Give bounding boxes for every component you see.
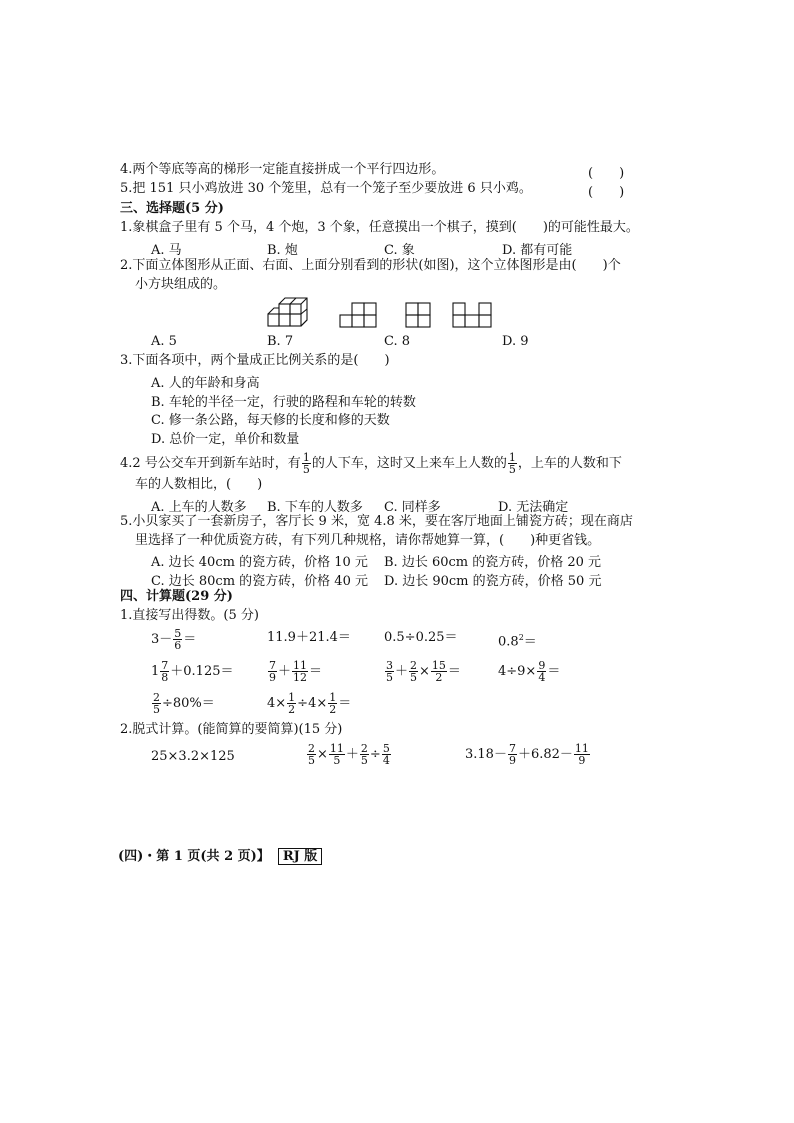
fraction: $\frac{2}{5}$ bbox=[410, 659, 418, 684]
cube-solid-figure bbox=[266, 296, 318, 330]
choice-q4-option-a[interactable]: A. 上车的人数多 bbox=[151, 500, 247, 515]
judge-q5: 5.把 151 只小鸡放进 30 个笼里，总有一个笼子至少要放进 6 只小鸡。 bbox=[120, 181, 532, 196]
choice-q1-option-a[interactable]: A. 马 bbox=[151, 243, 182, 258]
choice-q2-stem-line1: 2.下面立体图形从正面、右面、上面分别看到的形状(如图)，这个立体图形是由( )个 bbox=[120, 258, 621, 273]
fraction: $\frac{7}{9}$ bbox=[269, 659, 276, 684]
judge-q5-answer-paren[interactable]: ( ) bbox=[588, 185, 625, 200]
choice-q5-option-d[interactable]: D. 边长 90cm 的瓷方砖，价格 50 元 bbox=[384, 574, 602, 589]
judge-q4-answer-paren[interactable]: ( ) bbox=[588, 166, 625, 181]
choice-q2-option-b[interactable]: B. 7 bbox=[267, 334, 294, 349]
edition-badge: RJ 版 bbox=[278, 848, 322, 865]
choice-q5-option-b[interactable]: B. 边长 60cm 的瓷方砖，价格 20 元 bbox=[384, 555, 602, 570]
fraction: $\frac{1}{5}$ bbox=[302, 451, 310, 476]
fraction: $\frac{11}{12}$ bbox=[293, 659, 308, 684]
calc-r1-b: 11.9＋21.4＝ bbox=[267, 630, 351, 645]
section-heading-choice: 三、选择题(5 分) bbox=[120, 201, 224, 216]
calc-r2-c: $\frac{3}{5}$ ＋ $\frac{2}{5}$ × $\frac{15}{2}$ ＝ bbox=[386, 659, 461, 684]
fraction: $\frac{1}{2}$ bbox=[288, 691, 296, 716]
calc-r2-a: 1 $\frac{7}{8}$ ＋0.125＝ bbox=[151, 659, 234, 684]
calc-r1-d: $0.8^2=$ bbox=[498, 633, 537, 650]
choice-q4-stem-line1: 4.2 号公交车开到新车站时，有 $\frac{1}{5}$ 的人下车，这时又上来车上人数的 $\frac{1}{5}$ ，上车的人数和下 bbox=[120, 451, 622, 476]
fraction: $\frac{11}{5}$ bbox=[329, 742, 344, 767]
choice-q1-option-b[interactable]: B. 炮 bbox=[267, 243, 298, 258]
choice-q3-option-d[interactable]: D. 总价一定，单价和数量 bbox=[151, 432, 300, 447]
right-view-figure bbox=[405, 302, 433, 328]
calc-r4-c: 3.18－ $\frac{7}{9}$ ＋6.82－ $\frac{11}{9}$ bbox=[465, 742, 589, 767]
fraction: $\frac{15}{2}$ bbox=[431, 659, 446, 684]
calc-r2-b: $\frac{7}{9}$ ＋ $\frac{11}{12}$ ＝ bbox=[269, 659, 323, 684]
choice-q3-option-b[interactable]: B. 车轮的半径一定，行驶的路程和车轮的转数 bbox=[151, 395, 416, 410]
calc-part1-title: 1.直接写出得数。(5 分) bbox=[120, 608, 259, 623]
calc-r2-d: 4÷9× $\frac{9}{4}$ ＝ bbox=[498, 659, 561, 684]
fraction: $\frac{9}{4}$ bbox=[538, 659, 546, 684]
front-view-figure bbox=[339, 302, 379, 328]
choice-q3-option-a[interactable]: A. 人的年龄和身高 bbox=[151, 376, 260, 391]
choice-q1-option-c[interactable]: C. 象 bbox=[384, 243, 415, 258]
fraction: $\frac{2}{5}$ bbox=[360, 742, 368, 767]
section-heading-calculation: 四、计算题(29 分) bbox=[120, 589, 233, 604]
fraction: $\frac{11}{9}$ bbox=[574, 742, 589, 767]
choice-q4-option-d[interactable]: D. 无法确定 bbox=[498, 500, 569, 515]
calc-r3-b: 4× $\frac{1}{2}$ ÷4× $\frac{1}{2}$ ＝ bbox=[267, 691, 352, 716]
choice-q4-stem-line2: 车的人数相比，( ) bbox=[135, 477, 263, 492]
choice-q5-option-a[interactable]: A. 边长 40cm 的瓷方砖，价格 10 元 bbox=[151, 555, 368, 570]
fraction: $\frac{2}{5}$ bbox=[153, 691, 160, 716]
fraction: $\frac{1}{5}$ bbox=[508, 451, 516, 476]
choice-q2-option-c[interactable]: C. 8 bbox=[384, 334, 411, 349]
calc-r3-a: $\frac{2}{5}$ ÷80%＝ bbox=[153, 691, 215, 716]
choice-q3-stem: 3.下面各项中，两个量成正比例关系的是( ) bbox=[120, 353, 390, 368]
choice-q1-option-d[interactable]: D. 都有可能 bbox=[502, 243, 573, 258]
choice-q2-option-a[interactable]: A. 5 bbox=[151, 334, 177, 349]
calc-r1-c: 0.5÷0.25＝ bbox=[384, 630, 458, 645]
page-number: (四)・第 1 页(共 2 页)】 bbox=[118, 849, 270, 864]
fraction: $\frac{7}{9}$ bbox=[508, 742, 516, 767]
choice-q4-option-b[interactable]: B. 下车的人数多 bbox=[267, 500, 363, 515]
choice-q5-option-c[interactable]: C. 边长 80cm 的瓷方砖，价格 40 元 bbox=[151, 574, 368, 589]
fraction: $\frac{2}{5}$ bbox=[308, 742, 315, 767]
calc-r1-a: 3－ $\frac{5}{6}$ ＝ bbox=[151, 627, 197, 652]
calc-part2-title: 2.脱式计算。(能简算的要简算)(15 分) bbox=[120, 722, 343, 737]
page-footer bbox=[118, 845, 322, 864]
fraction: $\frac{5}{4}$ bbox=[382, 742, 390, 767]
fraction: $\frac{1}{2}$ bbox=[329, 691, 337, 716]
choice-q4-option-c[interactable]: C. 同样多 bbox=[384, 500, 441, 515]
fraction: $\frac{7}{8}$ bbox=[161, 659, 169, 684]
choice-q3-option-c[interactable]: C. 修一条公路，每天修的长度和修的天数 bbox=[151, 413, 390, 428]
fraction: $\frac{5}{6}$ bbox=[174, 627, 182, 652]
judge-q4: 4.两个等底等高的梯形一定能直接拼成一个平行四边形。 bbox=[120, 162, 445, 177]
choice-q1-stem: 1.象棋盒子里有 5 个马，4 个炮，3 个象，任意摸出一个棋子，摸到( )的可能性最大。 bbox=[120, 220, 639, 235]
choice-q2-option-d[interactable]: D. 9 bbox=[502, 334, 529, 349]
top-view-figure bbox=[452, 302, 494, 328]
calc-r4-a: 25×3.2×125 bbox=[151, 749, 235, 764]
choice-q5-stem-line2: 里选择了一种优质瓷方砖，有下列几种规格，请你帮她算一算，( )种更省钱。 bbox=[135, 533, 601, 548]
calc-r4-b: $\frac{2}{5}$ × $\frac{11}{5}$ ＋ $\frac{2}{5}$ ÷ $\frac{5}{4}$ bbox=[308, 742, 390, 767]
fraction: $\frac{3}{5}$ bbox=[386, 659, 393, 684]
choice-q2-stem-line2: 小方块组成的。 bbox=[135, 277, 227, 292]
choice-q5-stem-line1: 5.小贝家买了一套新房子，客厅长 9 米，宽 4.8 米，要在客厅地面上铺瓷方砖；现在商店 bbox=[120, 514, 633, 529]
